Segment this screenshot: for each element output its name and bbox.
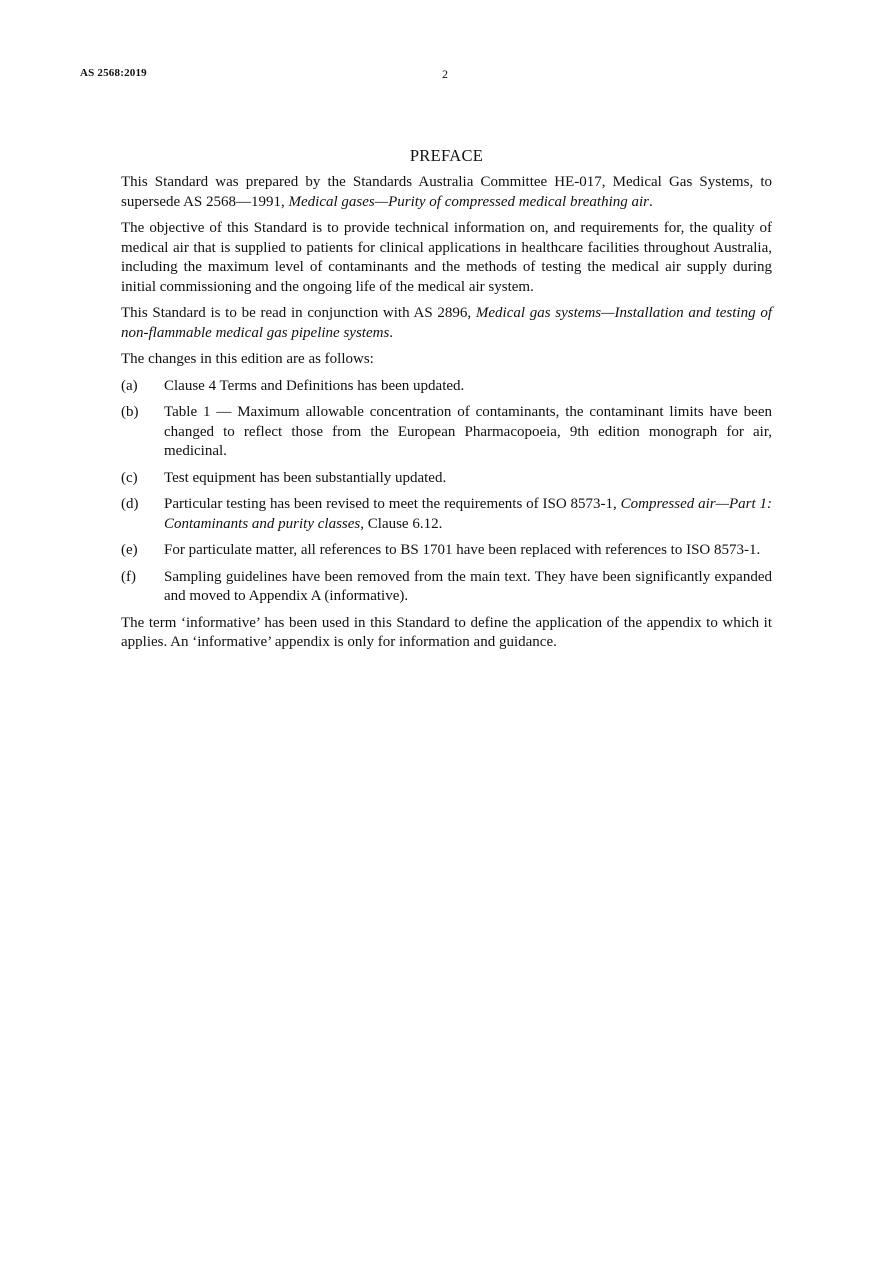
list-item-text: Table 1 — Maximum allowable concentration of contaminants, the contaminant limits have been changed to reflect those from the European Pharmacopoeia, 9th edition monograph for air, medicinal. — [164, 404, 772, 459]
cited-standard-title: Compressed air—Part 1: Contaminants and purity classes — [164, 496, 772, 532]
list-item-label: (e) — [121, 542, 138, 558]
list-item-text: Sampling guidelines have been removed from the main text. They have been significantly expanded and moved to Appendix A (informative). — [164, 568, 772, 604]
list-item-text: For particulate matter, all references to BS 1701 have been replaced with references to ISO 8573-1. — [164, 542, 761, 558]
paragraph-text: . — [389, 324, 394, 341]
cited-standard-title: Medical gases—Purity of compressed medical breathing air — [288, 193, 649, 210]
list-item-label: (c) — [121, 469, 138, 486]
list-item — [121, 403, 772, 462]
section-title: PREFACE — [409, 146, 484, 165]
list-item-text — [164, 495, 772, 534]
paragraph-text: This Standard was prepared by the Standards Australia Committee HE-017, Medical Gas Systems, to supersede AS 2568—1991, — [121, 174, 772, 210]
list-item — [121, 469, 772, 489]
page-number: 2 — [442, 67, 448, 81]
paragraph-supersede — [121, 173, 772, 212]
list-item-label: (f) — [121, 568, 136, 585]
list-item-text: Clause 4 Terms and Definitions has been updated. — [164, 377, 465, 394]
list-item-label: (a) — [121, 377, 138, 394]
list-item-label: (b) — [121, 404, 139, 420]
list-item-text-part: , Clause 6.12. — [360, 515, 443, 532]
list-item — [121, 568, 772, 607]
list-item-text: Test equipment has been substantially updated. — [164, 469, 447, 486]
list-item — [121, 377, 772, 397]
paragraph-text: . — [649, 193, 653, 210]
preface-section — [121, 146, 772, 660]
document-id: AS 2568:2019 — [80, 67, 147, 79]
cited-standard-title: Medical gas systems—Installation and testing of non-flammable medical gas pipeline systems — [121, 305, 772, 341]
paragraph-objective: The objective of this Standard is to provide technical information on, and requirements for, the quality of medical air that is supplied to patients for clinical applications in healthcare facilities throughout Australia, including the maximum level of contaminants and the methods of testing the medical air supply during initial commissioning and the ongoing life of the medical air system. — [121, 220, 772, 295]
list-item-text-part: Particular testing has been revised to meet the requirements of ISO 8573-1, — [164, 496, 621, 512]
paragraph-changes-intro: The changes in this edition are as follows: — [121, 351, 374, 367]
list-item-label: (d) — [121, 496, 139, 512]
paragraph-text: This Standard is to be read in conjunction with AS 2896, — [121, 305, 476, 321]
list-item — [121, 541, 772, 561]
paragraph-informative: The term ‘informative’ has been used in this Standard to define the application of the appendix to which it applies. An ‘informative’ appendix is only for information and guidance. — [121, 614, 772, 650]
paragraph-conjunction — [121, 304, 772, 343]
list-item — [121, 495, 772, 534]
page-header — [80, 67, 812, 83]
